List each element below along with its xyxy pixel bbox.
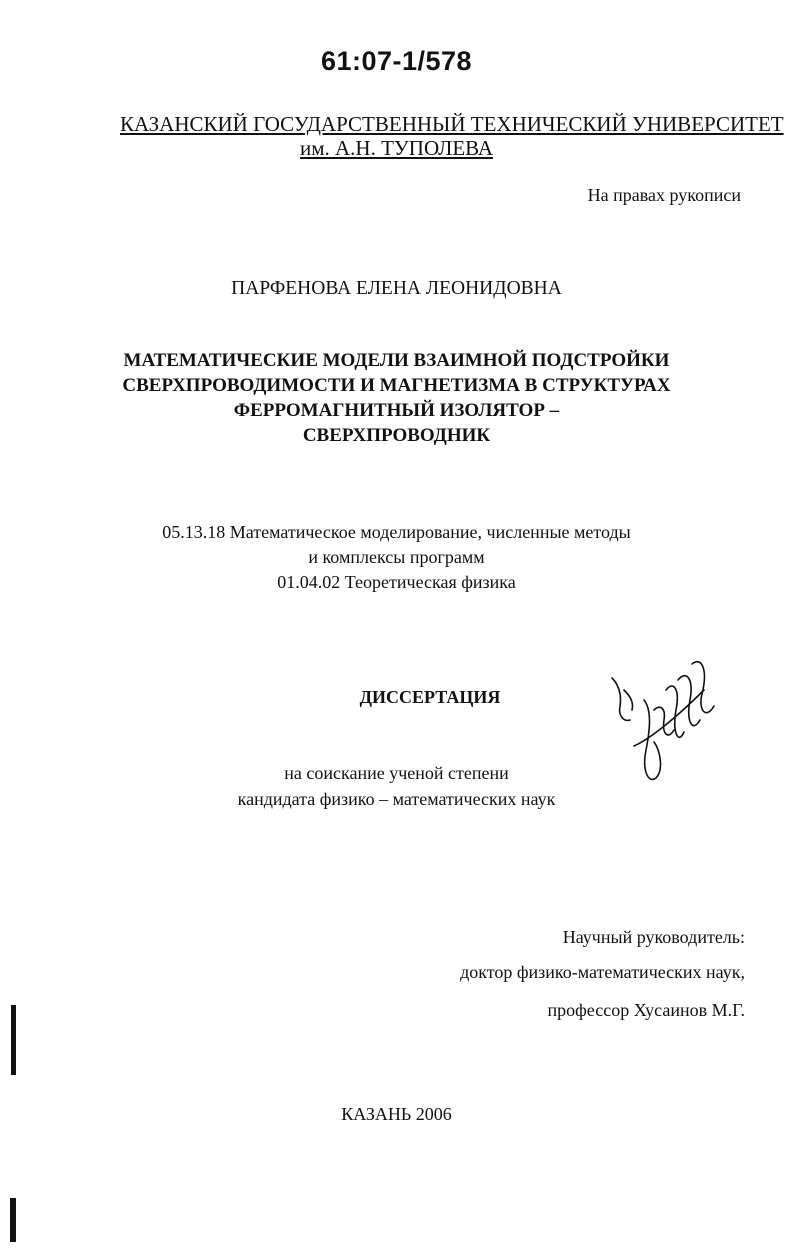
scan-edge-mark bbox=[11, 1005, 16, 1075]
title-line: МАТЕМАТИЧЕСКИЕ МОДЕЛИ ВЗАИМНОЙ ПОДСТРОЙКИ bbox=[123, 350, 670, 371]
university-name: КАЗАНСКИЙ ГОСУДАРСТВЕННЫЙ ТЕХНИЧЕСКИЙ УНИВЕРСИТЕТ bbox=[120, 112, 784, 136]
scan-edge-mark bbox=[10, 1198, 16, 1242]
university-named-after: им. А.Н. ТУПОЛЕВА bbox=[299, 136, 493, 160]
title-line: СВЕРХПРОВОДИМОСТИ И МАГНЕТИЗМА В СТРУКТУРАХ bbox=[122, 375, 671, 396]
degree-line: на соискание ученой степени bbox=[284, 763, 509, 783]
supervisor-name: профессор Хусаинов М.Г. bbox=[547, 1000, 745, 1020]
title-line: ФЕРРОМАГНИТНЫЙ ИЗОЛЯТОР – bbox=[233, 400, 560, 421]
document-type: ДИССЕРТАЦИЯ bbox=[359, 687, 501, 707]
supervisor-degree: доктор физико-математических наук, bbox=[460, 962, 745, 982]
specialties bbox=[0, 520, 793, 595]
handwritten-signature bbox=[604, 650, 724, 790]
author-name: ПАРФЕНОВА ЕЛЕНА ЛЕОНИДОВНА bbox=[231, 278, 562, 299]
degree-line: кандидата физико – математических наук bbox=[237, 789, 556, 809]
specialty-line: и комплексы программ bbox=[308, 547, 485, 567]
title-line: СВЕРХПРОВОДНИК bbox=[302, 425, 491, 446]
specialty-line: 05.13.18 Математическое моделирование, численные методы bbox=[162, 522, 631, 542]
specialty-line: 01.04.02 Теоретическая физика bbox=[277, 572, 516, 592]
supervisor-label: Научный руководитель: bbox=[562, 927, 745, 947]
reference-number: 61:07-1/578 bbox=[320, 46, 473, 76]
dissertation-title bbox=[0, 348, 793, 448]
city-year: КАЗАНЬ 2006 bbox=[341, 1104, 452, 1124]
rights-note: На правах рукописи bbox=[587, 185, 741, 205]
